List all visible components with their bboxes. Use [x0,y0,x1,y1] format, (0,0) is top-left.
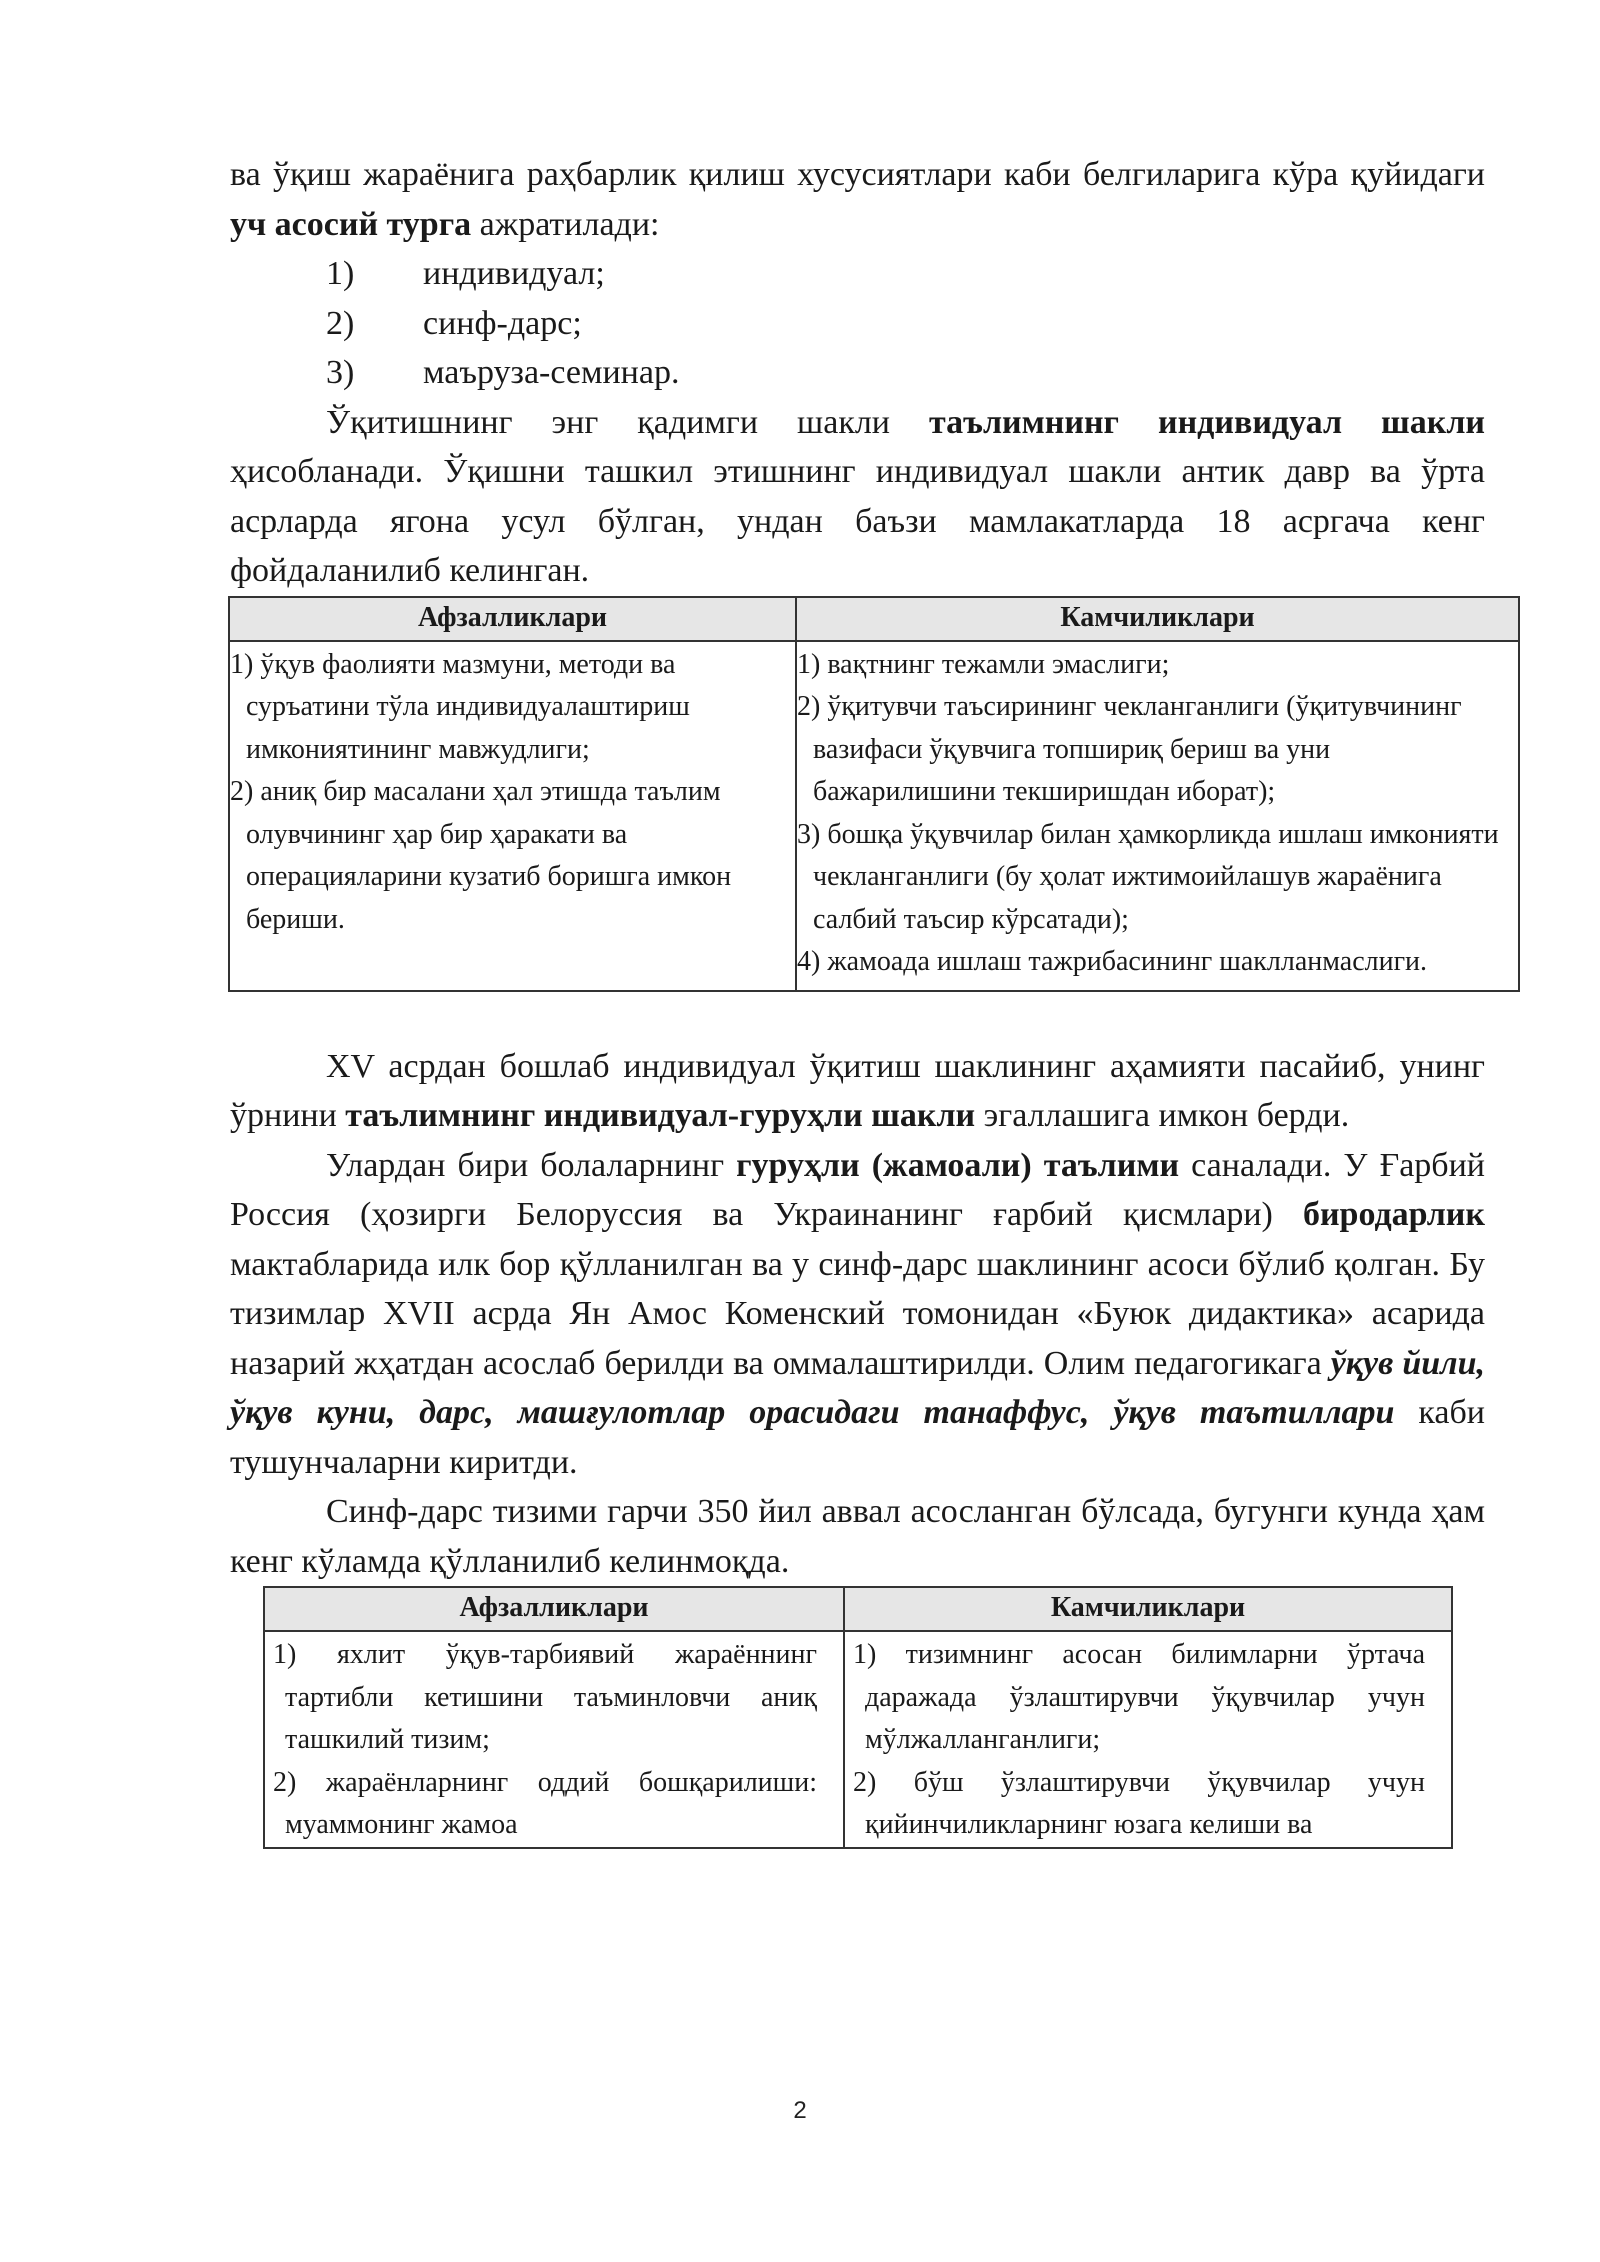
table-individual-form [228,596,1520,992]
disadvantages-cell [796,641,1519,991]
list-item: 1) вақтнинг тежамли эмаслиги; [797,648,1170,680]
table-header-row [229,597,1519,641]
table-row [229,641,1519,991]
list-item: 1) яхлит ўқув-тарбиявий жараённинг тартибли кетишини таъминловчи аниқ ташкилий тизим; [273,1639,817,1755]
list-item: 1) ўқув фаолияти мазмуни, методи ва суръатини тўла индивидуалаштириш имкониятининг мавжудлиги; [230,648,690,765]
bold-term: уч асосий турга [230,205,472,243]
list-item: 2) аниқ бир масалани ҳал этишда таълим олувчининг ҳар бир ҳаракати ва операцияларини кузатиб боришга имкон бериши. [230,776,732,935]
list-item: 2) бўш ўзлаштирувчи ўқувчилар учун қийинчиликларнинг юзага келиши ва [853,1766,1425,1840]
header-disadvantages: Камчиликлари [796,597,1519,641]
header-advantages: Афзалликлари [264,1587,844,1631]
paragraph-group-learning: Улардан бири болаларнинг гуруҳли (жамоали) таълими саналади. У Ғарбий Россия (ҳозирги Белоруссия ва Украинанинг ғарбий қисмлари) биродарлик мактабларида илк бор қўлланилган ва у синф-дарс шаклининг асоси бўлиб қолган. Бу тизимлар XVII асрда Ян Амос Коменский томонидан «Буюк дидактика» асарида назарий жҳатдан асослаб берилди ва оммалаштирилди. Олим педагогикага ўқув йили, ўқув куни, дарс, машғулотлар орасидаги танаффус, ўқув таътиллари каби тушунчаларни киритди. [230,1146,1486,1481]
bold-italic-terms: ўқув йили, ўқув куни, дарс, машғулотлар орасидаги танаффус, ўқув таътиллари [230,1344,1486,1431]
paragraph-xv-century: XV асрдан бошлаб индивидуал ўқитиш шаклининг аҳамияти пасайиб, унинг ўрнини таълимнинг индивидуал-гуруҳли шакли эгаллашига имкон берди. [230,1047,1485,1134]
list-item: 1) индивидуал; [326,255,605,292]
header-disadvantages: Камчиликлари [844,1587,1452,1631]
list-item: 2) ўқитувчи таъсирининг чекланганлиги (ўқитувчининг вазифаси ўқувчига топшириқ бериш ва уни бажарилишини текширишдан иборат); [797,691,1462,807]
advantages-cell [264,1631,844,1848]
bold-term: таълимнинг индивидуал-гуруҳли шакли [345,1097,976,1134]
disadvantages-cell [844,1631,1452,1848]
table-row [264,1631,1452,1848]
list-item: 1) тизимнинг асосан билимларни ўртача даражада ўзлаштирувчи ўқувчилар учун мўлжалланганлиги; [853,1639,1425,1755]
list-item: 3) маъруза-семинар. [326,354,680,391]
bold-term: таълимнинг индивидуал шакли [929,403,1485,441]
list-item: 2) синф-дарс; [326,304,582,342]
table-header-row [264,1587,1452,1631]
paragraph-class-lesson: Синф-дарс тизими гарчи 350 йил аввал асосланган бўлсада, бугунги кунда ҳам кенг кўламда қўлланилиб келинмоқда. [230,1493,1485,1580]
page-number: 2 [793,2097,807,2124]
header-advantages: Афзалликлари [229,597,796,641]
advantages-cell [229,641,796,991]
table-class-lesson [263,1586,1453,1849]
bold-term: биродарлик [1302,1196,1485,1233]
list-item: 2) жараёнларнинг оддий бошқарилиши: муаммонинг жамоа [273,1766,817,1840]
paragraph-individual-form: Ўқитишнинг энг қадимги шакли таълимнинг индивидуал шакли ҳисобланади. Ўқишни ташкил этишнинг индивидуал шакли антик давр ва ўрта асрларда ягона усул бўлган, ундан баъзи мамлакатларда 18 асргача кенг фойдаланилиб келинган. [230,403,1485,589]
forms-list [230,249,1485,398]
list-item: 4) жамоада ишлаш тажрибасининг шаклланмаслиги. [797,946,1428,977]
document-page [230,150,1499,1849]
paragraph-intro: ва ўқиш жараёнига раҳбарлик қилиш хусусиятлари каби белгиларига кўра қуйидаги уч асосий турга ажратилади: [230,156,1485,243]
list-item: 3) бошқа ўқувчилар билан ҳамкорликда ишлаш имконияти чекланганлиги (бу ҳолат ижтимоийлашув жараёнига салбий таъсир кўрсатади); [797,818,1499,935]
bold-term: гуруҳли (жамоали) таълими [736,1146,1180,1184]
